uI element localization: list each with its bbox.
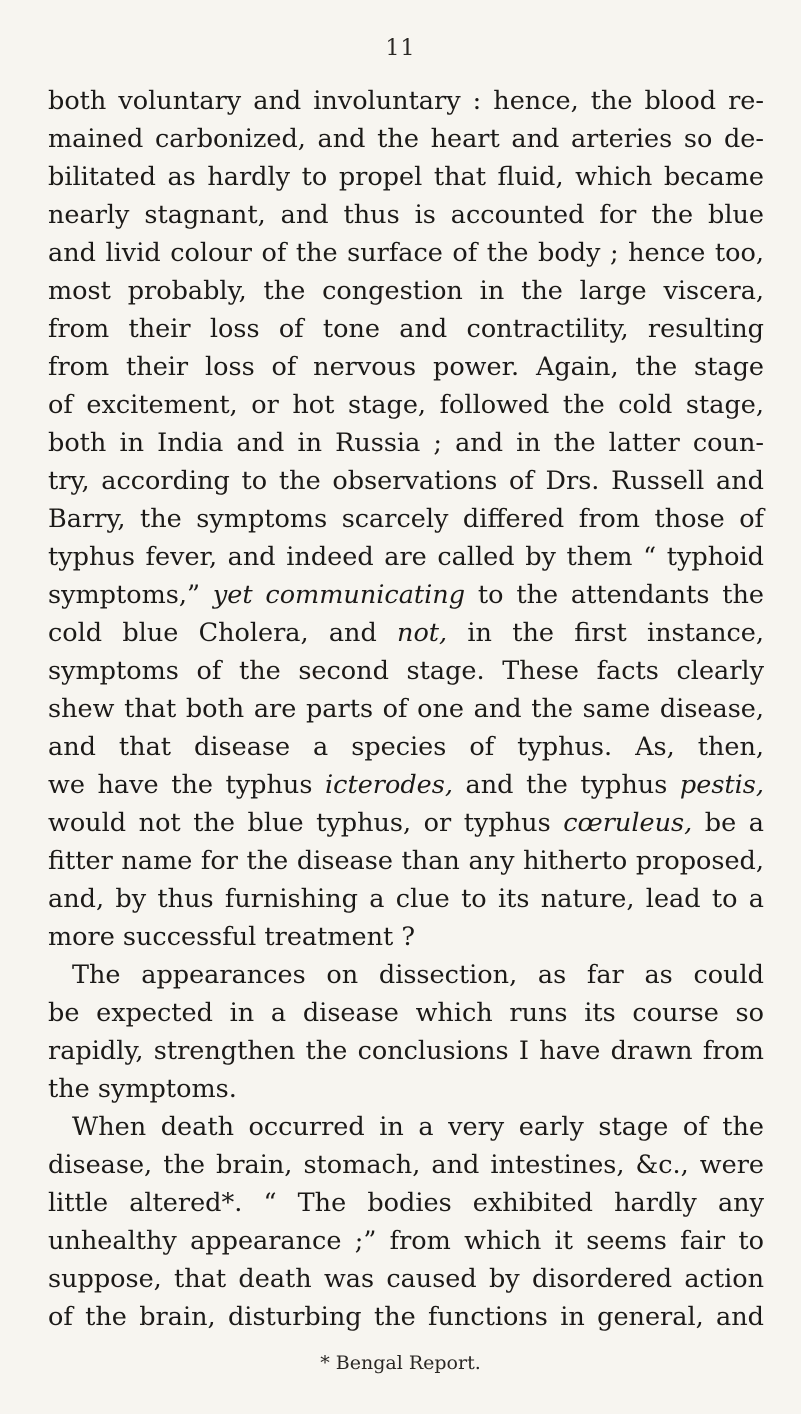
text-segment: would not the blue typhus, or typhus <box>48 808 564 838</box>
text-segment: fitter name for the disease than any hitherto proposed, <box>48 846 764 876</box>
text-segment: suppose, that death was caused by disordered action <box>48 1264 764 1294</box>
text-segment: When death occurred in a very early stage of the <box>72 1112 764 1142</box>
text-line <box>48 804 764 842</box>
italic-text: icterodes, <box>325 770 453 800</box>
text-segment: nearly stagnant, and thus is accounted for the blue <box>48 200 764 230</box>
italic-text: pestis, <box>679 770 765 800</box>
italic-text: yet communicating <box>212 580 466 610</box>
text-segment: in the first instance, <box>447 618 764 648</box>
text-segment: be a <box>692 808 764 838</box>
text-segment: the symptoms. <box>48 1074 237 1104</box>
text-line <box>48 956 764 994</box>
text-line <box>48 1108 764 1146</box>
text-segment: more successful treatment ? <box>48 922 416 952</box>
text-segment: be expected in a disease which runs its course so <box>48 998 764 1028</box>
text-line <box>48 196 764 234</box>
text-segment: most probably, the congestion in the large viscera, <box>48 276 764 306</box>
italic-text: not, <box>397 618 448 648</box>
text-segment: try, according to the observations of Drs. Russell and <box>48 466 764 496</box>
text-line <box>48 766 764 804</box>
text-segment: and the typhus <box>452 770 680 800</box>
text-segment: disease, the brain, stomach, and intestines, &c., were <box>48 1150 764 1180</box>
text-segment: little altered*. “ The bodies exhibited hardly any <box>48 1188 764 1218</box>
text-segment: shew that both are parts of one and the same disease, <box>48 694 764 724</box>
text-line <box>48 728 764 766</box>
text-line <box>48 500 764 538</box>
text-line <box>48 272 764 310</box>
text-segment: rapidly, strengthen the conclusions I have drawn from <box>48 1036 764 1066</box>
text-segment: cold blue Cholera, and <box>48 618 398 648</box>
text-segment: Barry, the symptoms scarcely differed from those of <box>48 504 764 534</box>
text-line <box>48 424 764 462</box>
text-segment: The appearances on dissection, as far as could <box>72 960 764 990</box>
text-line <box>48 234 764 272</box>
footnote: * Bengal Report. <box>320 1352 481 1374</box>
text-line <box>48 918 764 956</box>
text-line <box>48 1222 764 1260</box>
text-segment: bilitated as hardly to propel that fluid, which became <box>48 162 764 192</box>
text-line <box>48 880 764 918</box>
text-line <box>48 348 764 386</box>
text-segment: of excitement, or hot stage, followed the cold stage, <box>48 390 764 420</box>
text-line <box>48 1032 764 1070</box>
page-number: 11 <box>385 36 416 61</box>
text-segment: of the brain, disturbing the functions in general, and <box>48 1302 764 1332</box>
text-segment: and livid colour of the surface of the body ; hence too, <box>48 238 764 268</box>
text-segment: both voluntary and involuntary : hence, the blood re- <box>48 86 764 116</box>
text-line <box>48 120 764 158</box>
italic-text: cœruleus, <box>563 808 693 838</box>
text-segment: from their loss of nervous power. Again, the stage <box>48 352 764 382</box>
text-line <box>48 994 764 1032</box>
text-line <box>48 1260 764 1298</box>
text-segment: and that disease a species of typhus. As, then, <box>48 732 764 762</box>
text-line <box>48 82 764 120</box>
text-line <box>48 842 764 880</box>
text-segment: symptoms,” <box>48 580 213 610</box>
text-line <box>48 462 764 500</box>
text-line <box>48 158 764 196</box>
text-segment: we have the typhus <box>48 770 326 800</box>
text-segment: mained carbonized, and the heart and arteries so de- <box>48 124 764 154</box>
text-line <box>48 576 764 614</box>
text-line <box>48 386 764 424</box>
text-line <box>48 1298 764 1336</box>
text-segment: symptoms of the second stage. These facts clearly <box>48 656 764 686</box>
text-segment: and, by thus furnishing a clue to its nature, lead to a <box>48 884 764 914</box>
text-line <box>48 1184 764 1222</box>
text-line <box>48 652 764 690</box>
text-segment: typhus fever, and indeed are called by them “ typhoid <box>48 542 764 572</box>
body-text <box>48 82 764 1336</box>
text-segment: from their loss of tone and contractility, resulting <box>48 314 764 344</box>
text-line <box>48 310 764 348</box>
text-segment: both in India and in Russia ; and in the latter coun- <box>48 428 764 458</box>
text-line <box>48 614 764 652</box>
text-segment: unhealthy appearance ;” from which it seems fair to <box>48 1226 764 1256</box>
text-segment: to the attendants the <box>465 580 764 610</box>
text-line <box>48 538 764 576</box>
text-line <box>48 1146 764 1184</box>
text-line <box>48 1070 764 1108</box>
text-line <box>48 690 764 728</box>
